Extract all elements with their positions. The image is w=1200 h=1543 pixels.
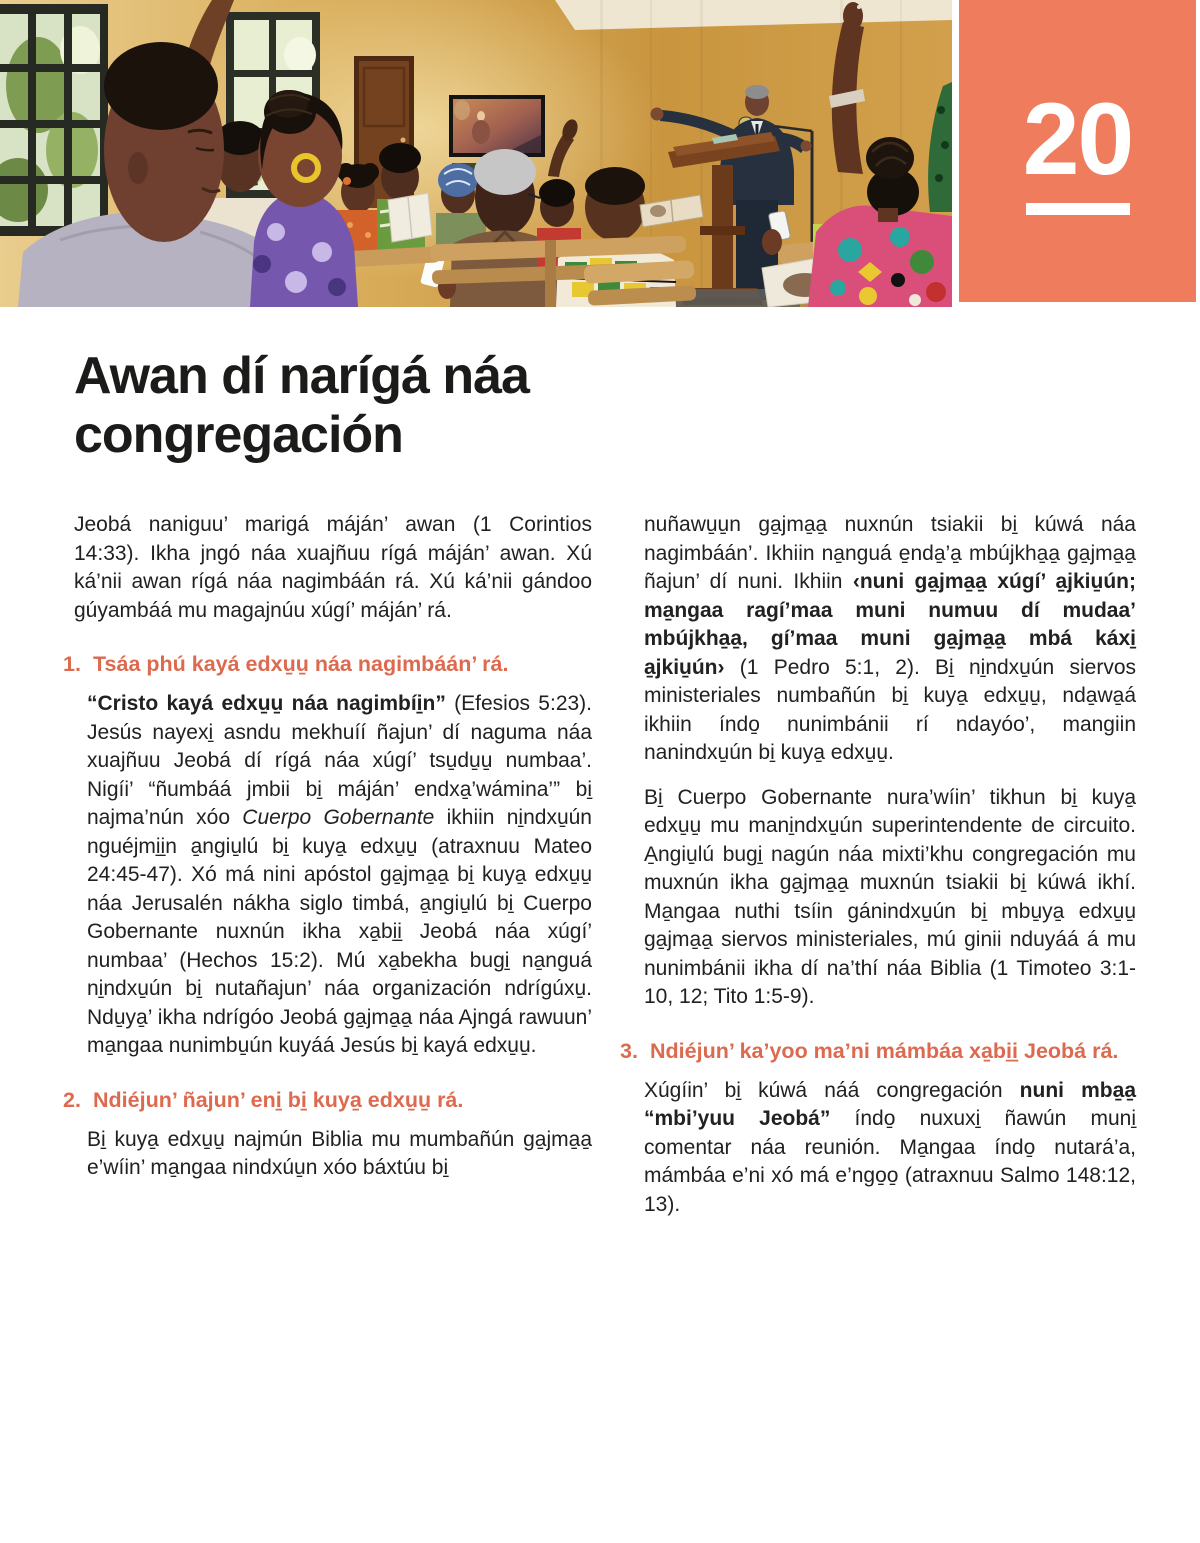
right-column [620,511,1136,1235]
question-1 [63,651,592,678]
answer-paragraph-1: “Cristo kayá edxu̱u̱ náa nagimbíi̱n” (Efesios 5:23). Jesús nayexi̱ asndu mekhuíí ñajun’ dí naguma náa xuajñuu Jeobá dí rígá náa xúgí’ tsu̱du̱u̱ numbaa’. Nigíi’ “ñumbáá jmbii bi̱ máján’ endxa̱’wámina’” bi̱ najma’nún xóo Cuerpo Gobernante ikhiin ni̱ndxu̱ún nguéjmi̱i̱n a̱ngiu̱lú bi̱ kuya̱ edxu̱u̱ (atraxnuu Mateo 24:45-47). Xó má nini apóstol ga̱jma̱a̱ bi̱ kuya̱ edxu̱u̱ náa Jerusalén nákha siglo timbá, a̱ngiu̱lú bi̱ Cuerpo Gobernante nuxnún ikha xa̱bi̱i̱ Jeobá náa xúgí’ numbaa’ (Hechos 15:2). Mú xa̱bekha bugi̱ na̱nguá ni̱ndxu̱ún bi̱ nutañajun’ náa organización ndrígúxu̱. Ndu̱ya̱’ ikha ndrígóo Jeobá ga̱jma̱a̱ náa Ajngá rawuun’ ma̱ngaa nunimbu̱ún kuyáá Jesús bi̱ kayá edxu̱u̱. [87,692,593,1057]
lesson-content [63,347,1136,1235]
lesson-number-box [959,0,1196,302]
governing-body-paragraph: Bi̱ Cuerpo Gobernante nura’wíin’ tikhun bi̱ kuya̱ edxu̱u̱ mu mani̱ndxu̱ún superintendente de circuito. A̱ngiu̱lú bugi̱ nagún náa mixti’khu congregación mu muxnún ikha ga̱jma̱a̱ muxnún tsiakii bi̱ kúwá ikhí. Ma̱ngaa nuthi tsíin gánindxu̱ún bi̱ mbu̱ya̱ edxu̱u̱ ga̱jma̱a̱ siervos ministeriales, mú ginii nduyáá á mu nunimbánii ikha dí na’thí náa Biblia (1 Timoteo 3:1-10, 12; Tito 1:5-9). [644,785,1136,1008]
lesson-number: 20 [1022,82,1133,197]
page-header [0,0,1200,308]
congregation-photo [0,0,952,307]
question-1-number: 1. [63,652,81,676]
intro-paragraph: Jeobá naniguu’ marigá máján’ awan (1 Corintios 14:33). Ikha jngó náa xuajñuu rígá máján’ awan. Xú ká’nii awan rígá náa nagimbáán rá. Xú ká’nii gándoo gúyambáá mu magajnúu xúgí’ máján’ rá. [74,513,592,622]
question-3-number: 3. [620,1038,638,1063]
answer-paragraph-2-part1: Bi̱ kuya̱ edxu̱u̱ najmún Biblia mu mumbañún ga̱jma̱a̱ e’wíin’ ma̱ngaa nindxúu̱n xóo báxtúu bi̱ [87,1127,592,1179]
congregation-photo-illustration [0,0,952,307]
question-2-number: 2. [63,1087,81,1112]
answer-paragraph-2-part2: nuñawu̱u̱n ga̱jma̱a̱ nuxnún tsiakii bi̱ kúwá náa nagimbáán’. Ikhiin na̱nguá e̱nda̱’a̱ mbújkha̱a̱ ga̱jma̱a̱ ñajun’ dí nuni. Ikhiin ‹nuni ga̱jma̱a̱ xúgí’ a̱jkiu̱ún; ma̱ngaa ragí’maa muni numuu dí mudaa’ mbújkha̱a̱, gí’maa muni ga̱jma̱a̱ mbá káxi̱ a̱jkiu̱ún› (1 Pedro 5:1, 2). Bi̱ ni̱ndxu̱ún siervos ministeriales numbañún bi̱ kuya̱ edxu̱u̱, nda̱wa̱á ikhiin índo̱ nunimbánii rí ndayóo’, mangiin nanindxu̱ún bi̱ kuya̱ edxu̱u̱. [644,513,1136,764]
question-3-text: Ndiéjun’ ka’yoo ma’ni mámbáa xa̱bi̱i̱ Jeobá rá. [650,1038,1119,1063]
question-3 [620,1038,1136,1065]
left-column [63,511,592,1199]
question-2-text: Ndiéjun’ ñajun’ eni̱ bi̱ kuya̱ edxu̱u̱ rá. [93,1087,464,1112]
question-2 [63,1087,592,1114]
answer-paragraph-3: Xúgíin’ bi̱ kúwá náá congregación nuni mba̱a̱ “mbi’yuu Jeobá” índo̱ nuxuxi̱ ñawún muni̱ comentar náa reunión. Ma̱ngaa índo̱ nutará’a, mámbáa e’ni xó má e’ngo̱o̱ (atraxnuu Salmo 148:12, 13). [644,1078,1137,1216]
lesson-number-underline [1026,203,1130,215]
question-1-text: Tsáa phú kayá edxu̱u̱ náa nagimbáán’ rá. [93,652,509,676]
page-title: Awan dí narígá náa congregación [74,347,529,464]
text-columns [63,511,1136,1235]
photo-window-left [0,4,108,236]
